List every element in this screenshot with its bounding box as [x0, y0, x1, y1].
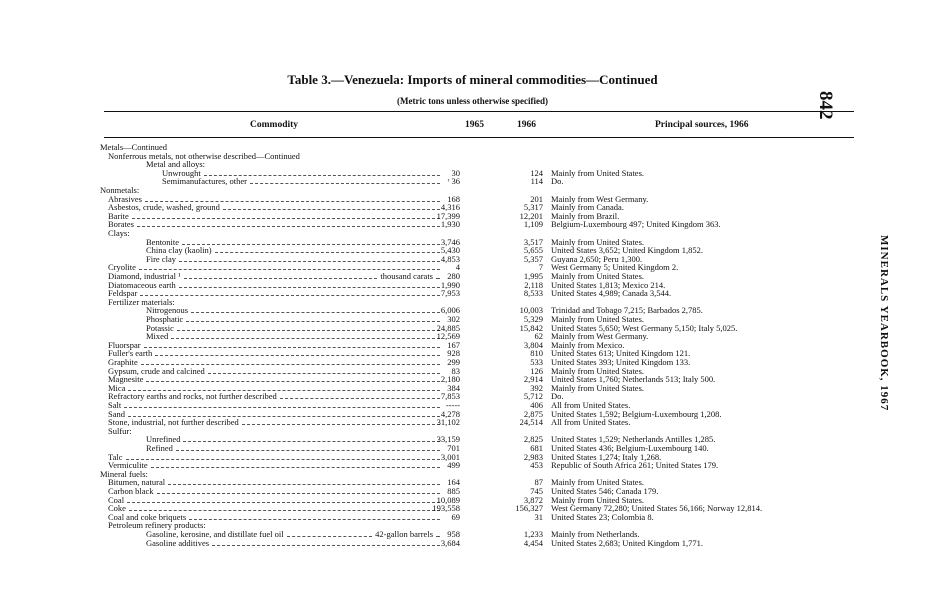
source-cell: West Germany 72,280; United States 56,166; Norway 12,814.	[551, 503, 763, 514]
commodity-label: Mica	[108, 382, 126, 393]
source-cell: United States 1,529; Netherlands Antilles 1,285.	[551, 434, 716, 445]
commodity-label: Semimanufactures, other	[162, 176, 247, 187]
dot-leader	[137, 226, 440, 227]
value-1966: 2,914	[523, 374, 543, 385]
commodity-label: Nonmetals:	[100, 185, 140, 195]
value-1966: 201	[530, 193, 543, 204]
value-1966: 3,517	[523, 236, 543, 247]
dot-leader	[223, 209, 440, 210]
dot-leader	[144, 347, 440, 348]
commodity-label: Feldspar	[108, 288, 138, 299]
source-cell: Trinidad and Tobago 7,215; Barbados 2,785.	[551, 305, 703, 316]
value-1966: 3,804	[523, 339, 543, 350]
source-cell: Do.	[551, 176, 564, 187]
dot-leader	[182, 244, 440, 245]
value-1966: 126	[530, 365, 543, 376]
value-1965: 1,990	[440, 279, 460, 290]
value-1966: 114	[530, 176, 543, 187]
commodity-label: Gasoline, kerosine, and distillate fuel oil	[146, 529, 284, 539]
dot-leader	[126, 459, 440, 460]
source-cell: West Germany 5; United Kingdom 2.	[551, 262, 679, 273]
value-1966: 5,712	[523, 391, 543, 402]
commodity-label: Refractory earths and rocks, not further described	[108, 391, 277, 402]
value-1965: ʳ 36	[447, 176, 460, 187]
dot-leader	[140, 295, 440, 296]
commodity-label: Bentonite	[146, 236, 180, 247]
commodity-label: Stone, industrial, not further described	[108, 417, 239, 428]
source-cell: United States 3,652; United Kingdom 1,852.	[551, 245, 704, 256]
dot-leader	[184, 278, 378, 279]
commodity-label: Talc	[108, 451, 123, 462]
commodity-label: Fuller's earth	[108, 348, 153, 359]
commodity-label: Diatomaceous earth	[108, 279, 176, 290]
dot-leader	[155, 355, 440, 356]
value-1966: 5,317	[523, 202, 543, 213]
commodity-label: Potassic	[146, 322, 174, 333]
value-1966: 745	[530, 486, 543, 496]
value-1966: 8,533	[523, 288, 543, 299]
value-1965: 1,930	[440, 219, 460, 230]
source-cell: Mainly from West Germany.	[551, 193, 649, 204]
value-1965: 10,089	[436, 494, 460, 505]
source-cell: United States 1,813; Mexico 214.	[551, 279, 666, 290]
source-cell: Mainly from Canada.	[551, 202, 624, 213]
value-1965: 4,278	[440, 408, 460, 419]
commodity-label: Sulfur:	[108, 425, 132, 436]
value-1965: 17,399	[436, 210, 460, 221]
page-number: 842	[815, 91, 836, 120]
commodity-label: Mineral fuels:	[100, 468, 148, 479]
source-cell: Mainly from United States.	[551, 236, 645, 247]
value-1966: 453	[530, 460, 543, 471]
header-sources: Principal sources, 1966	[655, 120, 749, 130]
commodity-label: Diamond, industrial ¹	[108, 271, 181, 281]
dot-leader	[168, 484, 440, 485]
dot-leader	[179, 287, 440, 288]
value-1966: 7	[538, 262, 543, 273]
value-1966: 2,825	[523, 434, 543, 445]
value-1965: 167	[447, 339, 460, 350]
source-cell: Mainly from United States.	[551, 382, 645, 393]
value-1965: 3,746	[440, 236, 460, 247]
value-1965: 280	[447, 271, 460, 281]
value-1965: 5,430	[440, 245, 460, 256]
value-1965: 4,853	[440, 253, 460, 264]
value-1966: 5,655	[523, 245, 543, 256]
value-1966: 4,454	[523, 537, 543, 548]
value-1965: 299	[447, 357, 460, 367]
source-cell: Belgium-Luxembourg 497; United Kingdom 363.	[551, 219, 721, 230]
dot-leader	[212, 545, 440, 546]
commodity-label: Petroleum refinery products:	[108, 520, 206, 531]
dot-leader	[191, 312, 440, 313]
commodity-cell	[146, 539, 443, 548]
source-cell: All from United States.	[551, 417, 631, 428]
value-1965: 885	[447, 486, 460, 496]
value-1966: 406	[530, 400, 543, 410]
value-1966: 3,872	[523, 494, 543, 505]
unit-label: thousand carats	[380, 271, 433, 281]
value-1966: 5,357	[523, 253, 543, 264]
value-1966: 15,842	[519, 322, 543, 333]
commodity-label: Fluorspar	[108, 339, 141, 350]
commodity-label: Barite	[108, 210, 129, 221]
header-top-rule	[104, 111, 854, 112]
source-cell: Mainly from United States.	[551, 314, 645, 324]
dot-leader	[215, 252, 440, 253]
value-1965: 958	[447, 529, 460, 539]
dot-leader	[186, 321, 440, 322]
source-cell: Mainly from Mexico.	[551, 339, 625, 350]
commodity-label: Fire clay	[146, 253, 176, 264]
source-cell: Mainly from United States.	[551, 167, 645, 178]
value-1966: 810	[530, 348, 543, 359]
commodity-label: Refined	[146, 443, 173, 453]
value-1965: 24,885	[436, 322, 460, 333]
source-cell: Republic of South Africa 261; United States 179.	[551, 460, 719, 471]
dot-leader	[183, 441, 440, 442]
commodity-label: Asbestos, crude, washed, ground	[108, 202, 220, 213]
commodity-label: Metals—Continued	[100, 142, 168, 152]
value-1966: 156,327	[515, 503, 543, 514]
commodity-label: Magnesite	[108, 374, 144, 385]
value-1965: 302	[447, 314, 460, 324]
value-1965: 164	[447, 477, 460, 488]
source-cell: United States 393; United Kingdom 133.	[551, 357, 691, 367]
commodity-label: Unwrought	[162, 167, 201, 178]
value-1965: 7,853	[440, 391, 460, 402]
header-1965: 1965	[465, 120, 484, 130]
value-1966: 12,201	[519, 210, 543, 221]
source-cell: Mainly from West Germany.	[551, 331, 649, 342]
source-cell: United States 23; Colombia 8.	[551, 511, 654, 522]
commodity-label: Sand	[108, 408, 125, 419]
running-head: MINERALS YEARBOOK, 1967	[878, 235, 890, 412]
dot-leader	[189, 519, 440, 520]
header-commodity: Commodity	[250, 120, 299, 130]
source-cell: Mainly from United States.	[551, 365, 645, 376]
commodity-label: Coke	[108, 503, 126, 514]
value-1965: 499	[447, 460, 460, 471]
source-cell: United States 546; Canada 179.	[551, 486, 659, 496]
commodity-label: Clays:	[108, 228, 130, 238]
commodity-label: Nonferrous metals, not otherwise described—Continued	[108, 150, 300, 161]
value-1966: 2,875	[523, 408, 543, 419]
source-cell: Guyana 2,650; Peru 1,300.	[551, 253, 643, 264]
commodity-label: Abrasives	[108, 193, 142, 204]
value-1966: 87	[534, 477, 543, 488]
source-cell: All from United States.	[551, 400, 631, 410]
value-1965: 6,006	[440, 305, 460, 316]
header-bottom-rule	[104, 137, 854, 138]
unit-label: 42-gallon barrels	[375, 529, 433, 539]
value-1965: 3,001	[440, 451, 460, 462]
dot-leader	[132, 218, 440, 219]
value-1965: 30	[451, 167, 460, 178]
source-cell: Mainly from Netherlands.	[551, 529, 640, 539]
value-1966: 1,995	[523, 271, 543, 281]
dot-leader	[127, 502, 440, 503]
dot-leader	[157, 493, 440, 494]
source-cell: United States 1,592; Belgium-Luxembourg 1,208.	[551, 408, 722, 419]
value-1966: 2,983	[523, 451, 543, 462]
value-1965: 3,684	[440, 537, 460, 548]
dot-leader	[141, 364, 440, 365]
source-cell: Mainly from United States.	[551, 477, 645, 488]
value-1965: 33,159	[436, 434, 460, 445]
source-cell: Mainly from Brazil.	[551, 210, 620, 221]
value-1965: 701	[447, 443, 460, 453]
value-1965: 12,569	[436, 331, 460, 342]
dot-leader	[124, 407, 440, 408]
commodity-label: Nitrogenous	[146, 305, 189, 316]
commodity-label: Coal and coke briquets	[108, 511, 187, 522]
table-title: Table 3.—Venezuela: Imports of mineral commodities—Continued	[287, 72, 658, 87]
value-1966: 533	[530, 357, 543, 367]
source-cell: Mainly from United States.	[551, 271, 645, 281]
value-1965: 4	[455, 262, 460, 273]
commodity-label: Carbon black	[108, 486, 154, 496]
commodity-label: Vermiculite	[108, 460, 148, 471]
dot-leader	[171, 338, 440, 339]
commodity-label: Cryolite	[108, 262, 136, 273]
commodity-label: Bitumen, natural	[108, 477, 166, 488]
table-row	[0, 539, 945, 549]
value-1965: 193,558	[432, 503, 460, 514]
value-1966: 2,118	[524, 279, 543, 290]
commodity-label: Coal	[108, 494, 125, 505]
source-cell: United States 436; Belgium-Luxembourg 140.	[551, 443, 709, 453]
commodity-label: Metal and alloys:	[146, 159, 206, 170]
value-1966: 392	[530, 382, 543, 393]
value-1966: 24,514	[519, 417, 543, 428]
dot-leader	[179, 261, 440, 262]
value-1966: 62	[534, 331, 543, 342]
table-subtitle: (Metric tons unless otherwise specified)	[397, 96, 548, 106]
dot-leader	[208, 373, 440, 374]
commodity-label: Mixed	[146, 331, 169, 342]
value-1965: 31,102	[436, 417, 460, 428]
value-1966: 1,109	[523, 219, 543, 230]
dot-leader	[151, 467, 440, 468]
commodity-label: Phosphatic	[146, 314, 184, 324]
dot-leader	[177, 330, 440, 331]
value-1965: 83	[451, 365, 460, 376]
commodity-label: Graphite	[108, 357, 138, 367]
source-cell: United States 2,683; United Kingdom 1,771.	[551, 537, 704, 548]
commodity-label: Borates	[108, 219, 134, 230]
source-cell: United States 613; United Kingdom 121.	[551, 348, 691, 359]
source-cell: Mainly from United States.	[551, 494, 645, 505]
value-1966: 124	[530, 167, 543, 178]
source-cell: United States 1,274; Italy 1,268.	[551, 451, 662, 462]
source-cell: United States 5,650; West Germany 5,150; Italy 5,025.	[551, 322, 738, 333]
value-1965: 4,316	[440, 202, 460, 213]
commodity-label: China clay (kaolin)	[146, 245, 212, 256]
header-1966: 1966	[517, 120, 536, 130]
value-1965: 168	[447, 193, 460, 204]
value-1966: 5,329	[523, 314, 543, 324]
source-cell: Do.	[551, 391, 564, 402]
dot-leader	[146, 381, 440, 382]
value-1966: 31	[534, 511, 543, 522]
commodity-label: Fertilizer materials:	[108, 296, 175, 307]
commodity-label: Unrefined	[146, 434, 181, 445]
value-1966: 681	[530, 443, 543, 453]
dot-leader	[176, 450, 440, 451]
value-1965: 928	[447, 348, 460, 359]
value-1966: 1,233	[523, 529, 543, 539]
commodity-label: Gasoline additives	[146, 537, 210, 548]
value-1966: 10,003	[519, 305, 543, 316]
value-1965: 7,953	[440, 288, 460, 299]
commodity-label: Gypsum, crude and calcined	[108, 365, 205, 376]
commodity-label: Salt	[108, 400, 122, 410]
source-cell: United States 1,760; Netherlands 513; Italy 500.	[551, 374, 716, 385]
value-1965: 69	[451, 511, 460, 522]
value-1965: -----	[445, 400, 460, 410]
value-1965: 2,180	[440, 374, 460, 385]
source-cell: United States 4,989; Canada 3,544.	[551, 288, 672, 299]
dot-leader	[287, 536, 373, 537]
value-1965: 384	[447, 382, 460, 393]
